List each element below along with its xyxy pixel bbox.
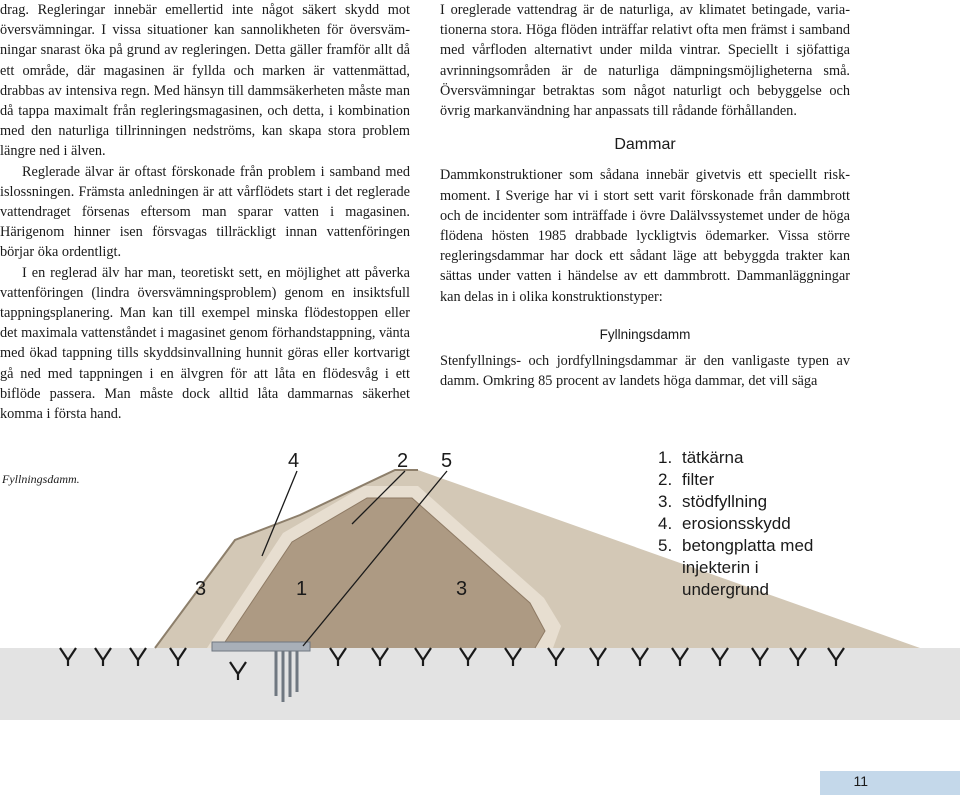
diagram-label-4: 4: [288, 450, 300, 472]
grout-plate: [212, 642, 310, 651]
legend-item: [658, 447, 832, 469]
subheading: Fyllningsdamm: [599, 326, 691, 342]
diagram-label-5: 5: [441, 450, 453, 472]
diagram-label-3-left: 3: [195, 578, 207, 600]
legend-number: 1.: [658, 448, 673, 467]
page-number: 11: [853, 773, 868, 789]
legend-item: [658, 535, 832, 601]
diagram-label-3-right: 3: [456, 578, 468, 600]
paragraph: I en reglerad älv har man, teoretiskt sett, en möjlighet att påverka vattenföringen (lindra översvämningsproblem) genom en insiktsfull tappningsplanering. Man kan till exempel minska flödestoppen eller det maximala vattenståndet i magasinet genom förhandstappning, vänta med ökad tappning tills skyddsinvallning hunnit göras eller kortvarigt gå ned med tappningen i en älvgren för att låta en flödesvåg i ett biflöde passera. Man måste dock alltid låta dammarnas säkerhet komma i första hand.: [0, 264, 410, 423]
left-column: [0, 0, 410, 424]
legend-item: [658, 491, 832, 513]
legend-text: stödfyllning: [682, 492, 768, 511]
paragraph: I oreglerade vattendrag är de naturliga, av klimatet betingade, variationerna stora. Höga flöden inträffar relativt ofta men främst i samband med vårfloden alternativt under milda vintrar. Speciellt i sjöfattiga avrinningsområden är de naturliga dämpningsmöjligheterna små. Översvämningar betraktas som något naturligt och bebyggelse och övrig markanvändning har anpassats till rådande förhållanden.: [440, 2, 850, 120]
diagram-label-1: 1: [296, 578, 308, 600]
legend-text: filter: [682, 470, 715, 489]
legend-number: 5.: [658, 536, 673, 555]
paragraph: Dammkonstruktioner som sådana innebär givetvis ett speciellt riskmoment. I Sverige har vi i stort sett varit förskonade från dammbrott och de incidenter som inträffade i övre Dalälvssystemet under de höga flödena hösten 1985 drabbade lyckligtvis ödemarker. Vissa större regleringsdammar har dock ett sådant läge att bebyggda trakter kan sättas under vatten i händelse av ett dammbrott. Dammanläggningar kan delas in i olika konstruktionstyper:: [440, 167, 850, 305]
paragraph: Stenfyllnings- och jordfyllningsdammar är den vanligaste typen av damm. Omkring 85 procent av landets höga dammar, det vill säga: [440, 353, 850, 390]
legend-text: tätkärna: [682, 448, 744, 467]
ground-layer: [0, 648, 960, 720]
legend-text: erosionsskydd: [682, 514, 791, 533]
figure-caption: Fyllningsdamm.: [2, 472, 80, 486]
legend-number: 2.: [658, 470, 673, 489]
paragraph: drag. Regleringar innebär emellertid inte något säkert skydd mot översvämningar. I vissa situationer kan sannolikheten för översvämningar snarast öka på grund av regleringen. Detta gäller framför allt då ett område, där magasinen är fyllda och marken är vattenmättad, drabbas av intensiva regn. Med hänsyn till dammsäkerheten måste man då tappa maximalt från regleringsmagasinen, och detta, i kombination med den naturliga tillrinningen nedströms, kan skapa stora problem längre ned i älven.: [0, 2, 410, 160]
section-heading: Dammar: [614, 136, 676, 154]
legend-text: betongplatta med injekterin i undergrund: [682, 536, 814, 599]
legend-item: [658, 513, 832, 535]
page-number-tab: [820, 771, 960, 795]
legend-number: 3.: [658, 492, 673, 511]
legend-number: 4.: [658, 514, 673, 533]
diagram-label-2: 2: [397, 450, 409, 472]
right-column: [440, 0, 850, 391]
legend-item: [658, 469, 832, 491]
paragraph: Reglerade älvar är oftast förskonade från problem i samband med islossningen. Främsta anledningen är att vårflödets start i det reglerade vattendraget försenas eftersom man sparar vatten i magasinen. Härigenom hinner isen försvagas tillräckligt innan vattenföringen börjar öka ordentligt.: [0, 163, 410, 261]
figure-legend: [658, 447, 832, 601]
